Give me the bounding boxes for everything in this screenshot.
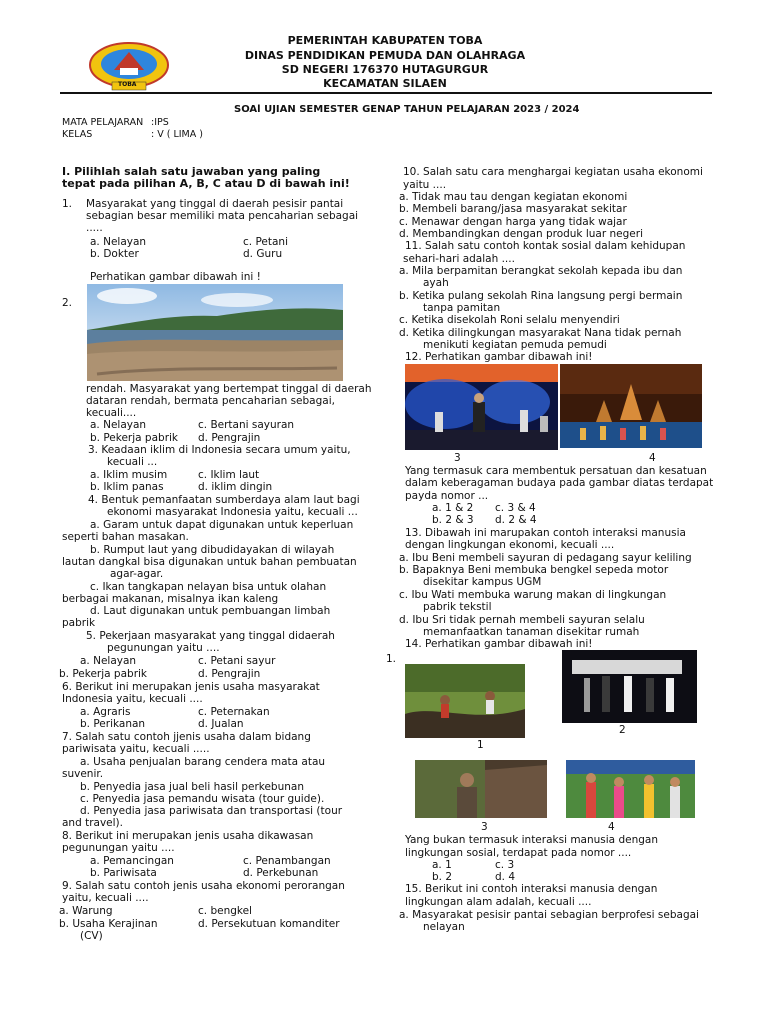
q5-line-1: 5. Pekerjaan masyarakat yang tinggal didaerah xyxy=(86,630,335,642)
q2-prompt: Perhatikan gambar dibawah ini ! xyxy=(90,271,261,283)
q3-line-2: kecuali ... xyxy=(107,456,158,468)
header-line-4: KECAMATAN SILAEN xyxy=(323,77,447,90)
class-label: KELAS xyxy=(62,129,93,140)
q14-option-d: d. 4 xyxy=(495,871,516,883)
q8-option-b: b. Pariwisata xyxy=(90,867,157,879)
q11-line-1: 11. Salah satu contoh kontak sosial dalam kehidupan xyxy=(405,240,686,252)
elder-woman-photo xyxy=(415,760,547,818)
q15-line-1: 15. Berikut ini contoh interaksi manusia dengan xyxy=(405,883,658,895)
q10-option-b: b. Membeli barang/jasa masyarakat sekitar xyxy=(399,203,627,215)
q11-line-2: sehari-hari adalah .... xyxy=(403,253,515,265)
q14-text-line-1: Yang bukan termasuk interaksi manusia dengan xyxy=(405,834,658,846)
q11-option-d-line-1: d. Ketika dilingkungan masyarakat Nana tidak pernah xyxy=(399,327,682,339)
q15-option-a-line-1: a. Masyarakat pesisir pantai sebagian berprofesi sebagai xyxy=(399,909,699,921)
q5-option-a: a. Nelayan xyxy=(80,655,137,667)
q10-line-2: yaitu .... xyxy=(403,179,447,191)
q12-text-line-1: Yang termasuk cara membentuk persatuan dan kesatuan xyxy=(405,465,707,477)
q9-option-b-line-2: (CV) xyxy=(80,930,103,942)
instruction-line-1: I. Pilihlah salah satu jawaban yang paling xyxy=(62,165,321,178)
q3-line-1: 3. Keadaan iklim di Indonesia secara umum yaitu, xyxy=(88,444,351,456)
village-children-photo xyxy=(566,760,695,818)
q8-option-c: c. Penambangan xyxy=(243,855,331,867)
q1-option-a: a. Nelayan xyxy=(90,236,147,248)
q14-image-2-label: 2 xyxy=(619,724,626,736)
q6-option-c: c. Peternakan xyxy=(198,706,270,718)
q9-option-c: c. bengkel xyxy=(198,905,252,917)
q9-line-1: 9. Salah satu contoh jenis usaha ekonomi perorangan xyxy=(62,880,345,892)
q2-option-d: d. Pengrajin xyxy=(198,432,261,444)
meeting-photo xyxy=(562,650,697,723)
q13-option-c-line-2: pabrik tekstil xyxy=(423,601,492,613)
q11-option-c: c. Ketika disekolah Roni selalu menyendiri xyxy=(399,314,620,326)
q13-option-b-line-1: b. Bapaknya Beni membuka bengkel sepeda motor xyxy=(399,564,669,576)
q6-option-a: a. Agraris xyxy=(80,706,131,718)
q13-option-d-line-1: d. Ibu Sri tidak pernah membeli sayuran selalu xyxy=(399,614,645,626)
q5-option-d: d. Pengrajin xyxy=(198,668,261,680)
q12-option-a: a. 1 & 2 xyxy=(432,502,474,514)
q13-option-b-line-2: disekitar kampus UGM xyxy=(423,576,542,588)
q12-image-3-label: 3 xyxy=(454,452,461,464)
temple-dance-photo xyxy=(560,364,702,448)
exam-title: SOAl UJIAN SEMESTER GENAP TAHUN PELAJARAN 2023 / 2024 xyxy=(234,104,580,115)
q14-image-1-label: 1 xyxy=(477,739,484,751)
logo-text: TOBA xyxy=(118,81,137,88)
q14-option-a: a. 1 xyxy=(432,859,452,871)
q8-line-2: pegunungan yaitu .... xyxy=(62,842,175,854)
q10-option-c: c. Menawar dengan harga yang tidak wajar xyxy=(399,216,627,228)
q4-option-d-line-2: pabrik xyxy=(62,617,96,629)
q12-text-line-2: dalam keberagaman budaya pada gambar diatas terdapat xyxy=(405,477,714,489)
q8-option-a: a. Pemancingan xyxy=(90,855,174,867)
q4-option-c-line-1: c. Ikan tangkapan nelayan bisa untuk olahan xyxy=(90,581,327,593)
q8-line-1: 8. Berikut ini merupakan jenis usaha dikawasan xyxy=(62,830,314,842)
q13-line-1: 13. Dibawah ini marupakan contoh interaksi manusia xyxy=(405,527,686,539)
q14-option-c: c. 3 xyxy=(495,859,515,871)
q10-option-d: d. Membandingkan dengan produk luar negeri xyxy=(399,228,643,240)
q14-image-3-label: 3 xyxy=(481,821,488,833)
q1-line-1: Masyarakat yang tinggal di daerah pesisir pantai xyxy=(86,198,344,210)
q5-option-c: c. Petani sayur xyxy=(198,655,276,667)
q4-option-c-line-2: berbagai makanan, misalnya ikan kaleng xyxy=(62,593,279,605)
q10-line-1: 10. Salah satu cara menghargai kegiatan usaha ekonomi xyxy=(403,166,703,178)
q2-line-3: kecuali.... xyxy=(86,407,137,419)
q7-option-c: c. Penyedia jasa pemandu wisata (tour guide). xyxy=(80,793,325,805)
q7-option-b: b. Penyedia jasa jual beli hasil perkebunan xyxy=(80,781,304,793)
q12-image-4-label: 4 xyxy=(649,452,656,464)
q13-option-c-line-1: c. Ibu Wati membuka warung makan di lingkungan xyxy=(399,589,667,601)
class-value: : V ( LIMA ) xyxy=(151,129,203,140)
q13-option-d-line-2: memanfaatkan tanaman disekitar rumah xyxy=(423,626,640,638)
q11-option-b-line-2: tanpa pamitan xyxy=(423,302,501,314)
q1-option-c: c. Petani xyxy=(243,236,288,248)
q4-line-2: ekonomi masyarakat Indonesia yaitu, kecuali ... xyxy=(107,506,358,518)
q7-option-d-line-2: and travel). xyxy=(62,817,123,829)
q12-text-line-3: payda nomor ... xyxy=(405,490,489,502)
q7-option-a-line-1: a. Usaha penjualan barang cendera mata atau xyxy=(80,756,326,768)
q6-line-1: 6. Berikut ini merupakan jenis usaha masyarakat xyxy=(62,681,320,693)
q8-option-d: d. Perkebunan xyxy=(243,867,319,879)
q3-option-c: c. Iklim laut xyxy=(198,469,260,481)
q14-option-b: b. 2 xyxy=(432,871,453,883)
q9-option-d: d. Persekutuan komanditer xyxy=(198,918,340,930)
q15-line-2: lingkungan alam adalah, kecuali .... xyxy=(405,896,592,908)
q13-line-2: dengan lingkungan ekonomi, kecuali .... xyxy=(405,539,615,551)
header-line-2: DINAS PENDIDIKAN PEMUDA DAN OLAHRAGA xyxy=(244,49,526,62)
header-line-3: SD NEGERI 176370 HUTAGURGUR xyxy=(281,63,489,76)
q9-option-a: a. Warung xyxy=(59,905,113,917)
lake-town-photo xyxy=(87,284,343,381)
q5-line-2: pegunungan yaitu .... xyxy=(107,642,220,654)
header-divider xyxy=(60,92,712,94)
q9-line-2: yaitu, kecuali .... xyxy=(62,892,149,904)
q7-option-a-line-2: suvenir. xyxy=(62,768,104,780)
q1-option-b: b. Dokter xyxy=(90,248,139,260)
q4-option-b-line-3: agar-agar. xyxy=(110,568,164,580)
q1-number: 1. xyxy=(62,198,73,210)
q4-option-a-line-2: seperti bahan masakan. xyxy=(62,531,189,543)
q5-option-b: b. Pekerja pabrik xyxy=(59,668,148,680)
q7-option-d-line-1: d. Penyedia jasa pariwisata dan transportasi (tour xyxy=(80,805,343,817)
q6-option-d: d. Jualan xyxy=(198,718,244,730)
q12-option-c: c. 3 & 4 xyxy=(495,502,536,514)
q4-option-d-line-1: d. Laut digunakan untuk pembuangan limbah xyxy=(90,605,331,617)
q2-line-1: rendah. Masyarakat yang bertempat tinggal di daerah xyxy=(86,383,372,395)
q6-option-b: b. Perikanan xyxy=(80,718,146,730)
q2-option-c: c. Bertani sayuran xyxy=(198,419,295,431)
q11-option-a-line-1: a. Mila berpamitan berangkat sekolah kepada ibu dan xyxy=(399,265,683,277)
q12-option-b: b. 2 & 3 xyxy=(432,514,474,526)
q14-image-4-label: 4 xyxy=(608,821,615,833)
q2-line-2: dataran rendah, bermata pencaharian sebagai, xyxy=(86,395,335,407)
q4-option-a-line-1: a. Garam untuk dapat digunakan untuk keperluan xyxy=(90,519,354,531)
q1-line-2: sebagian besar memiliki mata pencaharian sebagai xyxy=(86,210,359,222)
q3-option-d: d. iklim dingin xyxy=(198,481,273,493)
q4-option-b-line-1: b. Rumput laut yang dibudidayakan di wilayah xyxy=(90,544,335,556)
q12-line-1: 12. Perhatikan gambar dibawah ini! xyxy=(405,351,593,363)
q1-option-d: d. Guru xyxy=(243,248,283,260)
school-logo xyxy=(88,40,170,92)
q1-line-3: ..... xyxy=(86,222,103,234)
q13-option-a: a. Ibu Beni membeli sayuran di pedagang sayur keliling xyxy=(399,552,692,564)
q12-option-d: d. 2 & 4 xyxy=(495,514,537,526)
q4-option-b-line-2: lautan dangkal bisa digunakan untuk bahan pembuatan xyxy=(62,556,357,568)
subject-value: :IPS xyxy=(151,117,169,128)
concert-photo xyxy=(405,364,558,450)
q9-option-b: b. Usaha Kerajinan xyxy=(59,918,158,930)
q11-option-a-line-2: ayah xyxy=(423,277,449,289)
q7-line-1: 7. Salah satu contoh jjenis usaha dalam bidang xyxy=(62,731,311,743)
q11-option-b-line-1: b. Ketika pulang sekolah Rina langsung pergi bermain xyxy=(399,290,683,302)
q2-number: 2. xyxy=(62,297,73,309)
q2-option-a: a. Nelayan xyxy=(90,419,147,431)
q3-option-b: b. Iklim panas xyxy=(90,481,164,493)
q11-option-d-line-2: menikuti kegiatan pemuda pemudi xyxy=(423,339,607,351)
q14-line-1: 14. Perhatikan gambar dibawah ini! xyxy=(405,638,593,650)
farming-photo xyxy=(405,664,525,738)
q6-line-2: Indonesia yaitu, kecuali .... xyxy=(62,693,203,705)
q7-line-2: pariwisata yaitu, kecuali ..... xyxy=(62,743,210,755)
q2-option-b: b. Pekerja pabrik xyxy=(90,432,179,444)
q14-text-line-2: lingkungan sosial, terdapat pada nomor .... xyxy=(405,847,632,859)
header-line-1: PEMERINTAH KABUPATEN TOBA xyxy=(287,34,483,47)
instruction-line-2: tepat pada pilihan A, B, C atau D di bawah ini! xyxy=(62,177,350,190)
q14-stray-number: 1. xyxy=(386,653,397,665)
q4-line-1: 4. Bentuk pemanfaatan sumberdaya alam laut bagi xyxy=(88,494,360,506)
subject-label: MATA PELAJARAN xyxy=(62,117,144,128)
q3-option-a: a. Iklim musim xyxy=(90,469,168,481)
q10-option-a: a. Tidak mau tau dengan kegiatan ekonomi xyxy=(399,191,628,203)
q15-option-a-line-2: nelayan xyxy=(423,921,465,933)
